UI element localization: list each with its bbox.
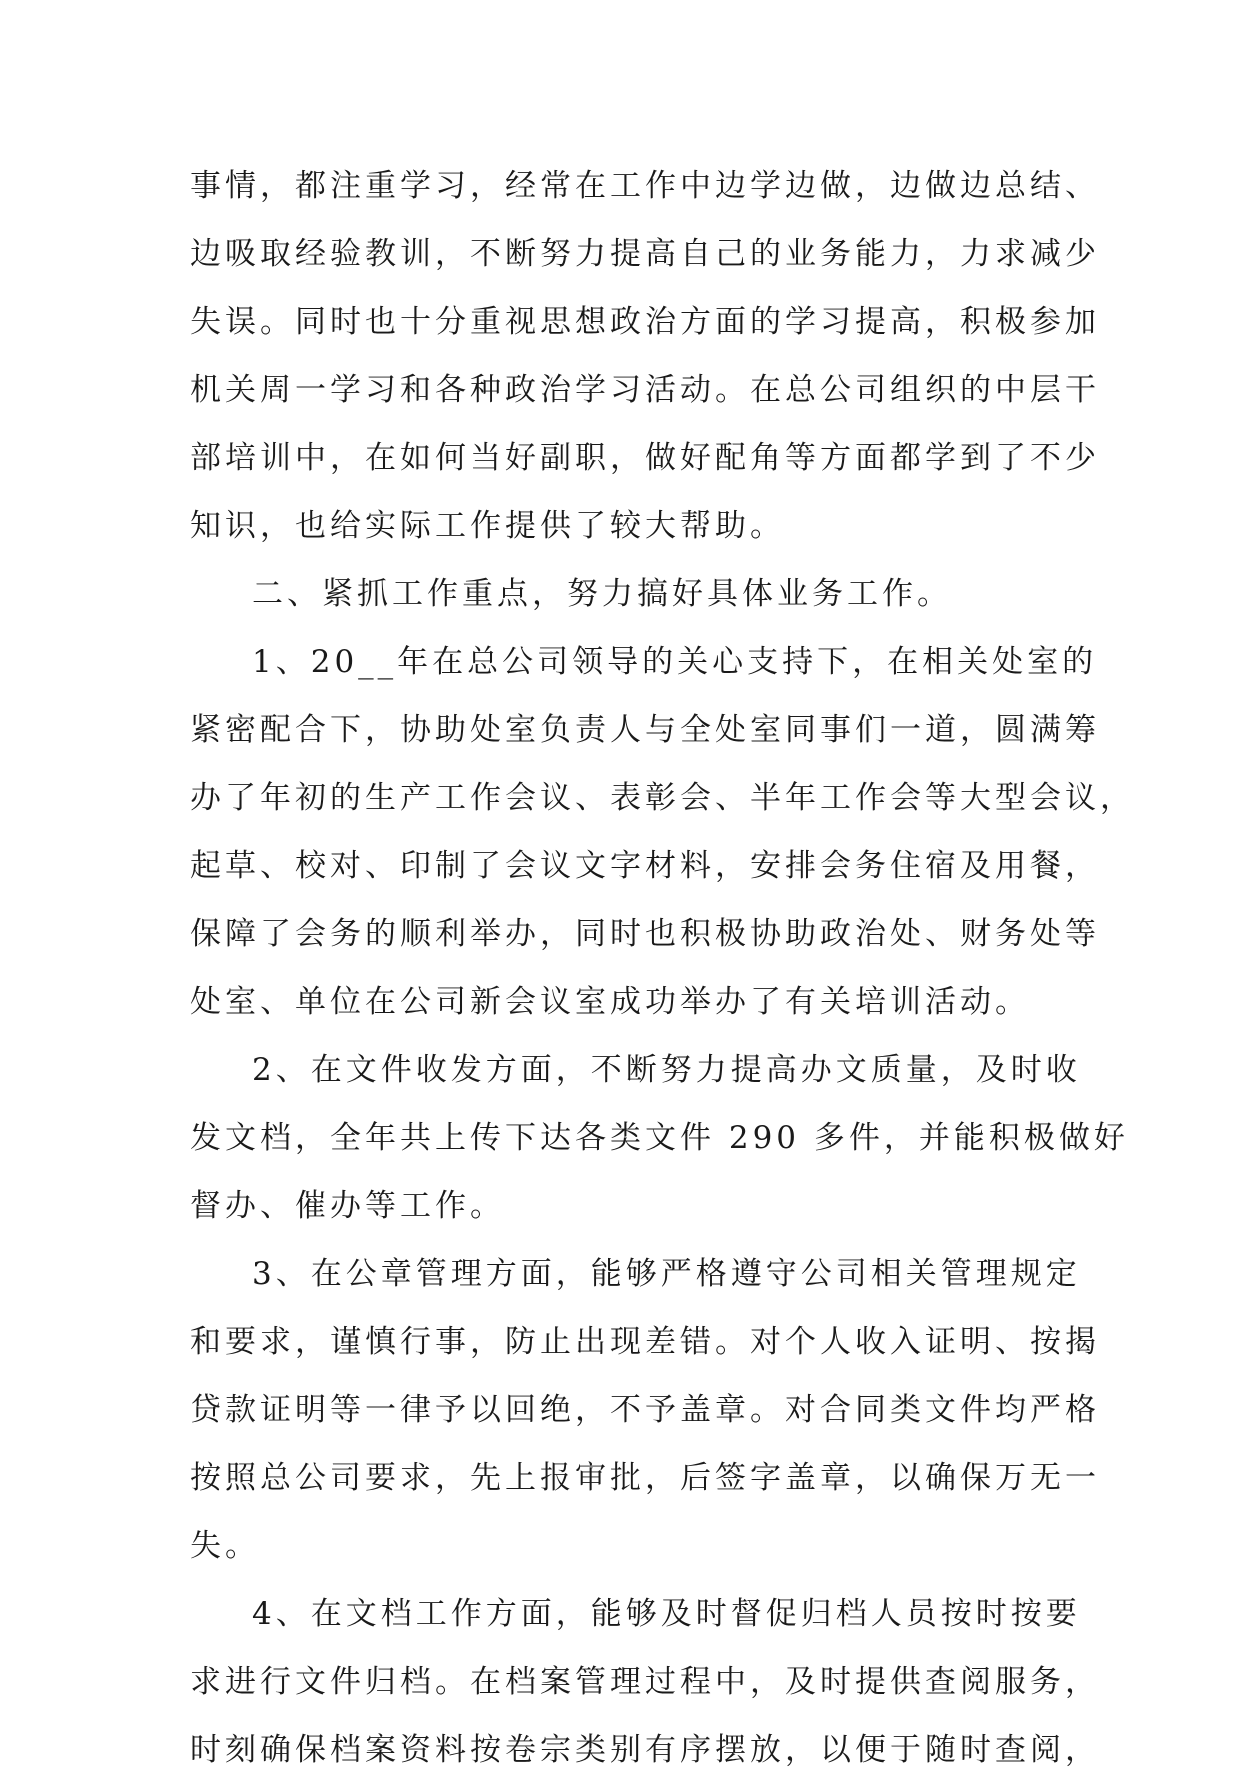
text-line: 1、20__年在总公司领导的关心支持下，在相关处室的	[252, 644, 1098, 680]
text-line: 4、在文档工作方面，能够及时督促归档人员按时按要	[252, 1596, 1081, 1632]
text-line: 办了年初的生产工作会议、表彰会、半年工作会等大型会议，	[190, 780, 1135, 816]
section-heading-2	[190, 560, 1070, 628]
text-line: 紧密配合下，协助处室负责人与全处室同事们一道，圆满筹	[190, 712, 1100, 748]
text-line: 失。	[190, 1528, 260, 1564]
text-line: 督办、催办等工作。	[190, 1188, 505, 1224]
text-line: 时刻确保档案资料按卷宗类别有序摆放，以便于随时查阅，	[190, 1732, 1100, 1768]
text-line: 起草、校对、印制了会议文字材料，安排会务住宿及用餐，	[190, 848, 1100, 884]
text-line: 2、在文件收发方面，不断努力提高办文质量，及时收	[252, 1052, 1081, 1088]
text-line: 知识，也给实际工作提供了较大帮助。	[190, 508, 785, 544]
text-line: 求进行文件归档。在档案管理过程中，及时提供查阅服务，	[190, 1664, 1100, 1700]
paragraph-item-2	[190, 1036, 1129, 1240]
paragraph-item-4	[190, 1580, 1100, 1784]
text-line: 保障了会务的顺利举办，同时也积极协助政治处、财务处等	[190, 916, 1100, 952]
text-line: 贷款证明等一律予以回绝，不予盖章。对合同类文件均严格	[190, 1392, 1100, 1428]
text-line: 3、在公章管理方面，能够严格遵守公司相关管理规定	[252, 1256, 1081, 1292]
paragraph-learning	[190, 152, 1100, 560]
text-line: 按照总公司要求，先上报审批，后签字盖章，以确保万无一	[190, 1460, 1100, 1496]
text-line: 发文档，全年共上传下达各类文件 290 多件，并能积极做好	[190, 1120, 1129, 1156]
text-line: 失误。同时也十分重视思想政治方面的学习提高，积极参加	[190, 304, 1100, 340]
text-line: 机关周一学习和各种政治学习活动。在总公司组织的中层干	[190, 372, 1100, 408]
text-line: 部培训中，在如何当好副职，做好配角等方面都学到了不少	[190, 440, 1100, 476]
text-line: 和要求，谨慎行事，防止出现差错。对个人收入证明、按揭	[190, 1324, 1100, 1360]
text-line: 处室、单位在公司新会议室成功举办了有关培训活动。	[190, 984, 1030, 1020]
paragraph-item-3	[190, 1240, 1100, 1580]
document-body	[190, 152, 1135, 1784]
text-line: 事情，都注重学习，经常在工作中边学边做，边做边总结、	[190, 168, 1100, 204]
text-line: 边吸取经验教训，不断努力提高自己的业务能力，力求减少	[190, 236, 1100, 272]
paragraph-item-1	[190, 628, 1135, 1036]
heading-line: 二、紧抓工作重点，努力搞好具体业务工作。	[252, 576, 952, 612]
